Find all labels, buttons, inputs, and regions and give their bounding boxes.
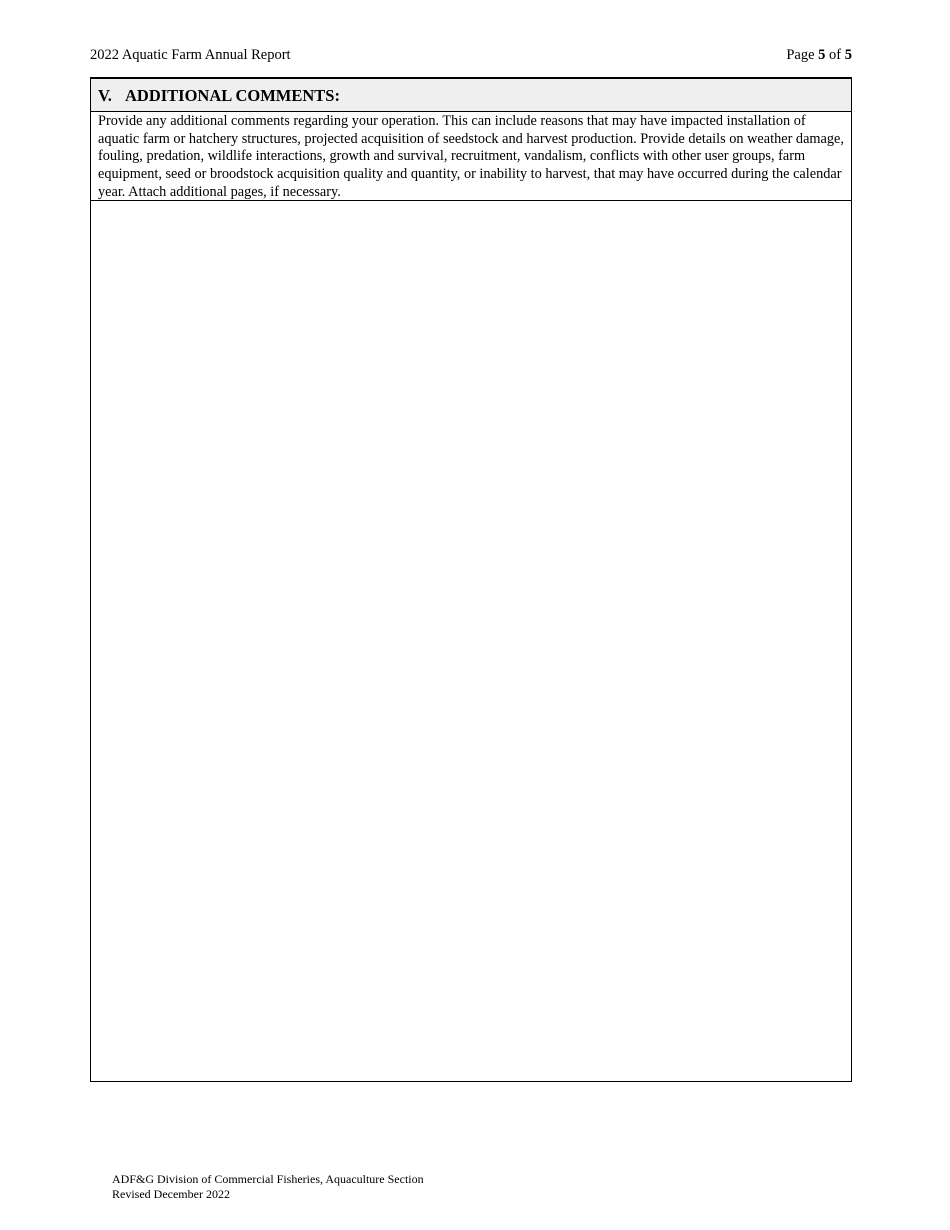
page-header bbox=[90, 45, 852, 65]
footer-division: ADF&G Division of Commercial Fisheries, Aquaculture Section bbox=[112, 1172, 424, 1186]
page-current: 5 bbox=[818, 47, 826, 63]
additional-comments-section bbox=[90, 77, 852, 1082]
section-title: ADDITIONAL COMMENTS: bbox=[125, 86, 340, 105]
footer-revised: Revised December 2022 bbox=[112, 1186, 230, 1201]
page-number bbox=[786, 45, 852, 65]
page-footer bbox=[112, 1172, 424, 1201]
section-instructions: Provide any additional comments regarding your operation. This can include reasons that may have impacted installation of aquatic farm or hatchery structures, projected acquisition of seedstock and harvest production. Provide details on weather damage, fouling, predation, wildlife interactions, growth and survival, recruitment, vandalism, conflicts with other user groups, farm equipment, seed or broodstock acquisition quality and quantity, or inability to harvest, that may have occurred during the calendar year. Attach additional pages, if necessary. bbox=[91, 112, 851, 201]
page-word: Page bbox=[786, 47, 815, 63]
page-total: 5 bbox=[844, 47, 852, 63]
section-heading bbox=[91, 79, 851, 112]
comments-field[interactable] bbox=[91, 203, 851, 1081]
section-number: V. bbox=[98, 86, 112, 105]
page-of: of bbox=[829, 47, 842, 63]
report-title: 2022 Aquatic Farm Annual Report bbox=[90, 47, 291, 63]
